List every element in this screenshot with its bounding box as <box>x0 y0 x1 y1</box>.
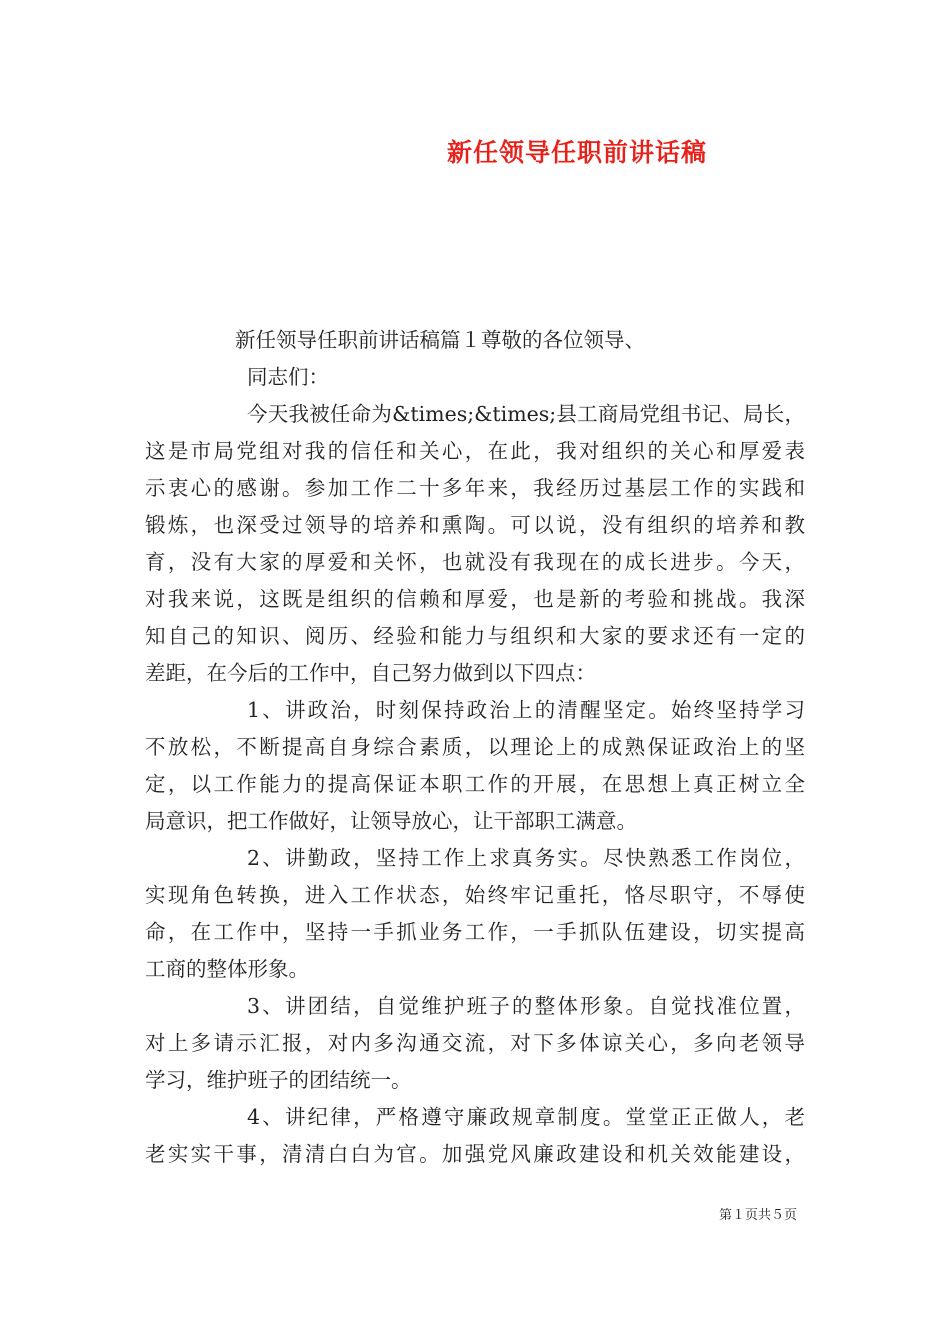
text-line: 育，没有大家的厚爱和关怀，也就没有我现在的成长进步。今天， <box>145 550 805 574</box>
text-line: 差距，在今后的工作中，自己努力做到以下四点： <box>145 661 596 685</box>
text-line: 锻炼，也深受过领导的培养和熏陶。可以说，没有组织的培养和教 <box>145 513 805 537</box>
text-line: 1、讲政治，时刻保持政治上的清醒坚定。始终坚持学习 <box>247 698 805 722</box>
text-line: 知自己的知识、阅历、经验和能力与组织和大家的要求还有一定的 <box>145 624 805 648</box>
text-line: 命，在工作中，坚持一手抓业务工作，一手抓队伍建设，切实提高 <box>145 920 805 944</box>
text-line: 对我来说，这既是组织的信赖和厚爱，也是新的考验和挑战。我深 <box>145 587 805 611</box>
text-line: 定，以工作能力的提高保证本职工作的开展，在思想上真正树立全 <box>145 772 805 796</box>
text-line: 老实实干事，清清白白为官。加强党风廉政建设和机关效能建设， <box>145 1142 805 1166</box>
text-line: 4、讲纪律，严格遵守廉政规章制度。堂堂正正做人，老 <box>247 1105 805 1129</box>
text-line: 今天我被任命为&times;&times;县工商局党组书记、局长， <box>247 402 805 426</box>
text-line: 实现角色转换，进入工作状态，始终牢记重托，恪尽职守，不辱使 <box>145 883 805 907</box>
text-line: 工商的整体形象。 <box>145 957 309 981</box>
text-line: 新任领导任职前讲话稿篇１尊敬的各位领导、 <box>235 328 645 352</box>
document-title: 新任领导任职前讲话稿 <box>446 138 707 167</box>
page-footer: 第１页共５页 <box>719 1208 798 1223</box>
text-line: 3、讲团结，自觉维护班子的整体形象。自觉找准位置， <box>247 994 805 1018</box>
text-line: 2、讲勤政，坚持工作上求真务实。尽快熟悉工作岗位， <box>247 846 805 870</box>
text-line: 这是市局党组对我的信任和关心，在此，我对组织的关心和厚爱表 <box>145 439 805 463</box>
text-line: 不放松，不断提高自身综合素质，以理论上的成熟保证政治上的坚 <box>145 735 805 759</box>
text-line: 示衷心的感谢。参加工作二十多年来，我经历过基层工作的实践和 <box>145 476 805 500</box>
text-line: 局意识，把工作做好，让领导放心，让干部职工满意。 <box>145 809 637 833</box>
text-line: 对上多请示汇报，对内多沟通交流，对下多体谅关心，多向老领导 <box>145 1031 805 1055</box>
text-line: 学习，维护班子的团结统一。 <box>145 1068 412 1092</box>
text-line: 同志们： <box>247 365 329 389</box>
